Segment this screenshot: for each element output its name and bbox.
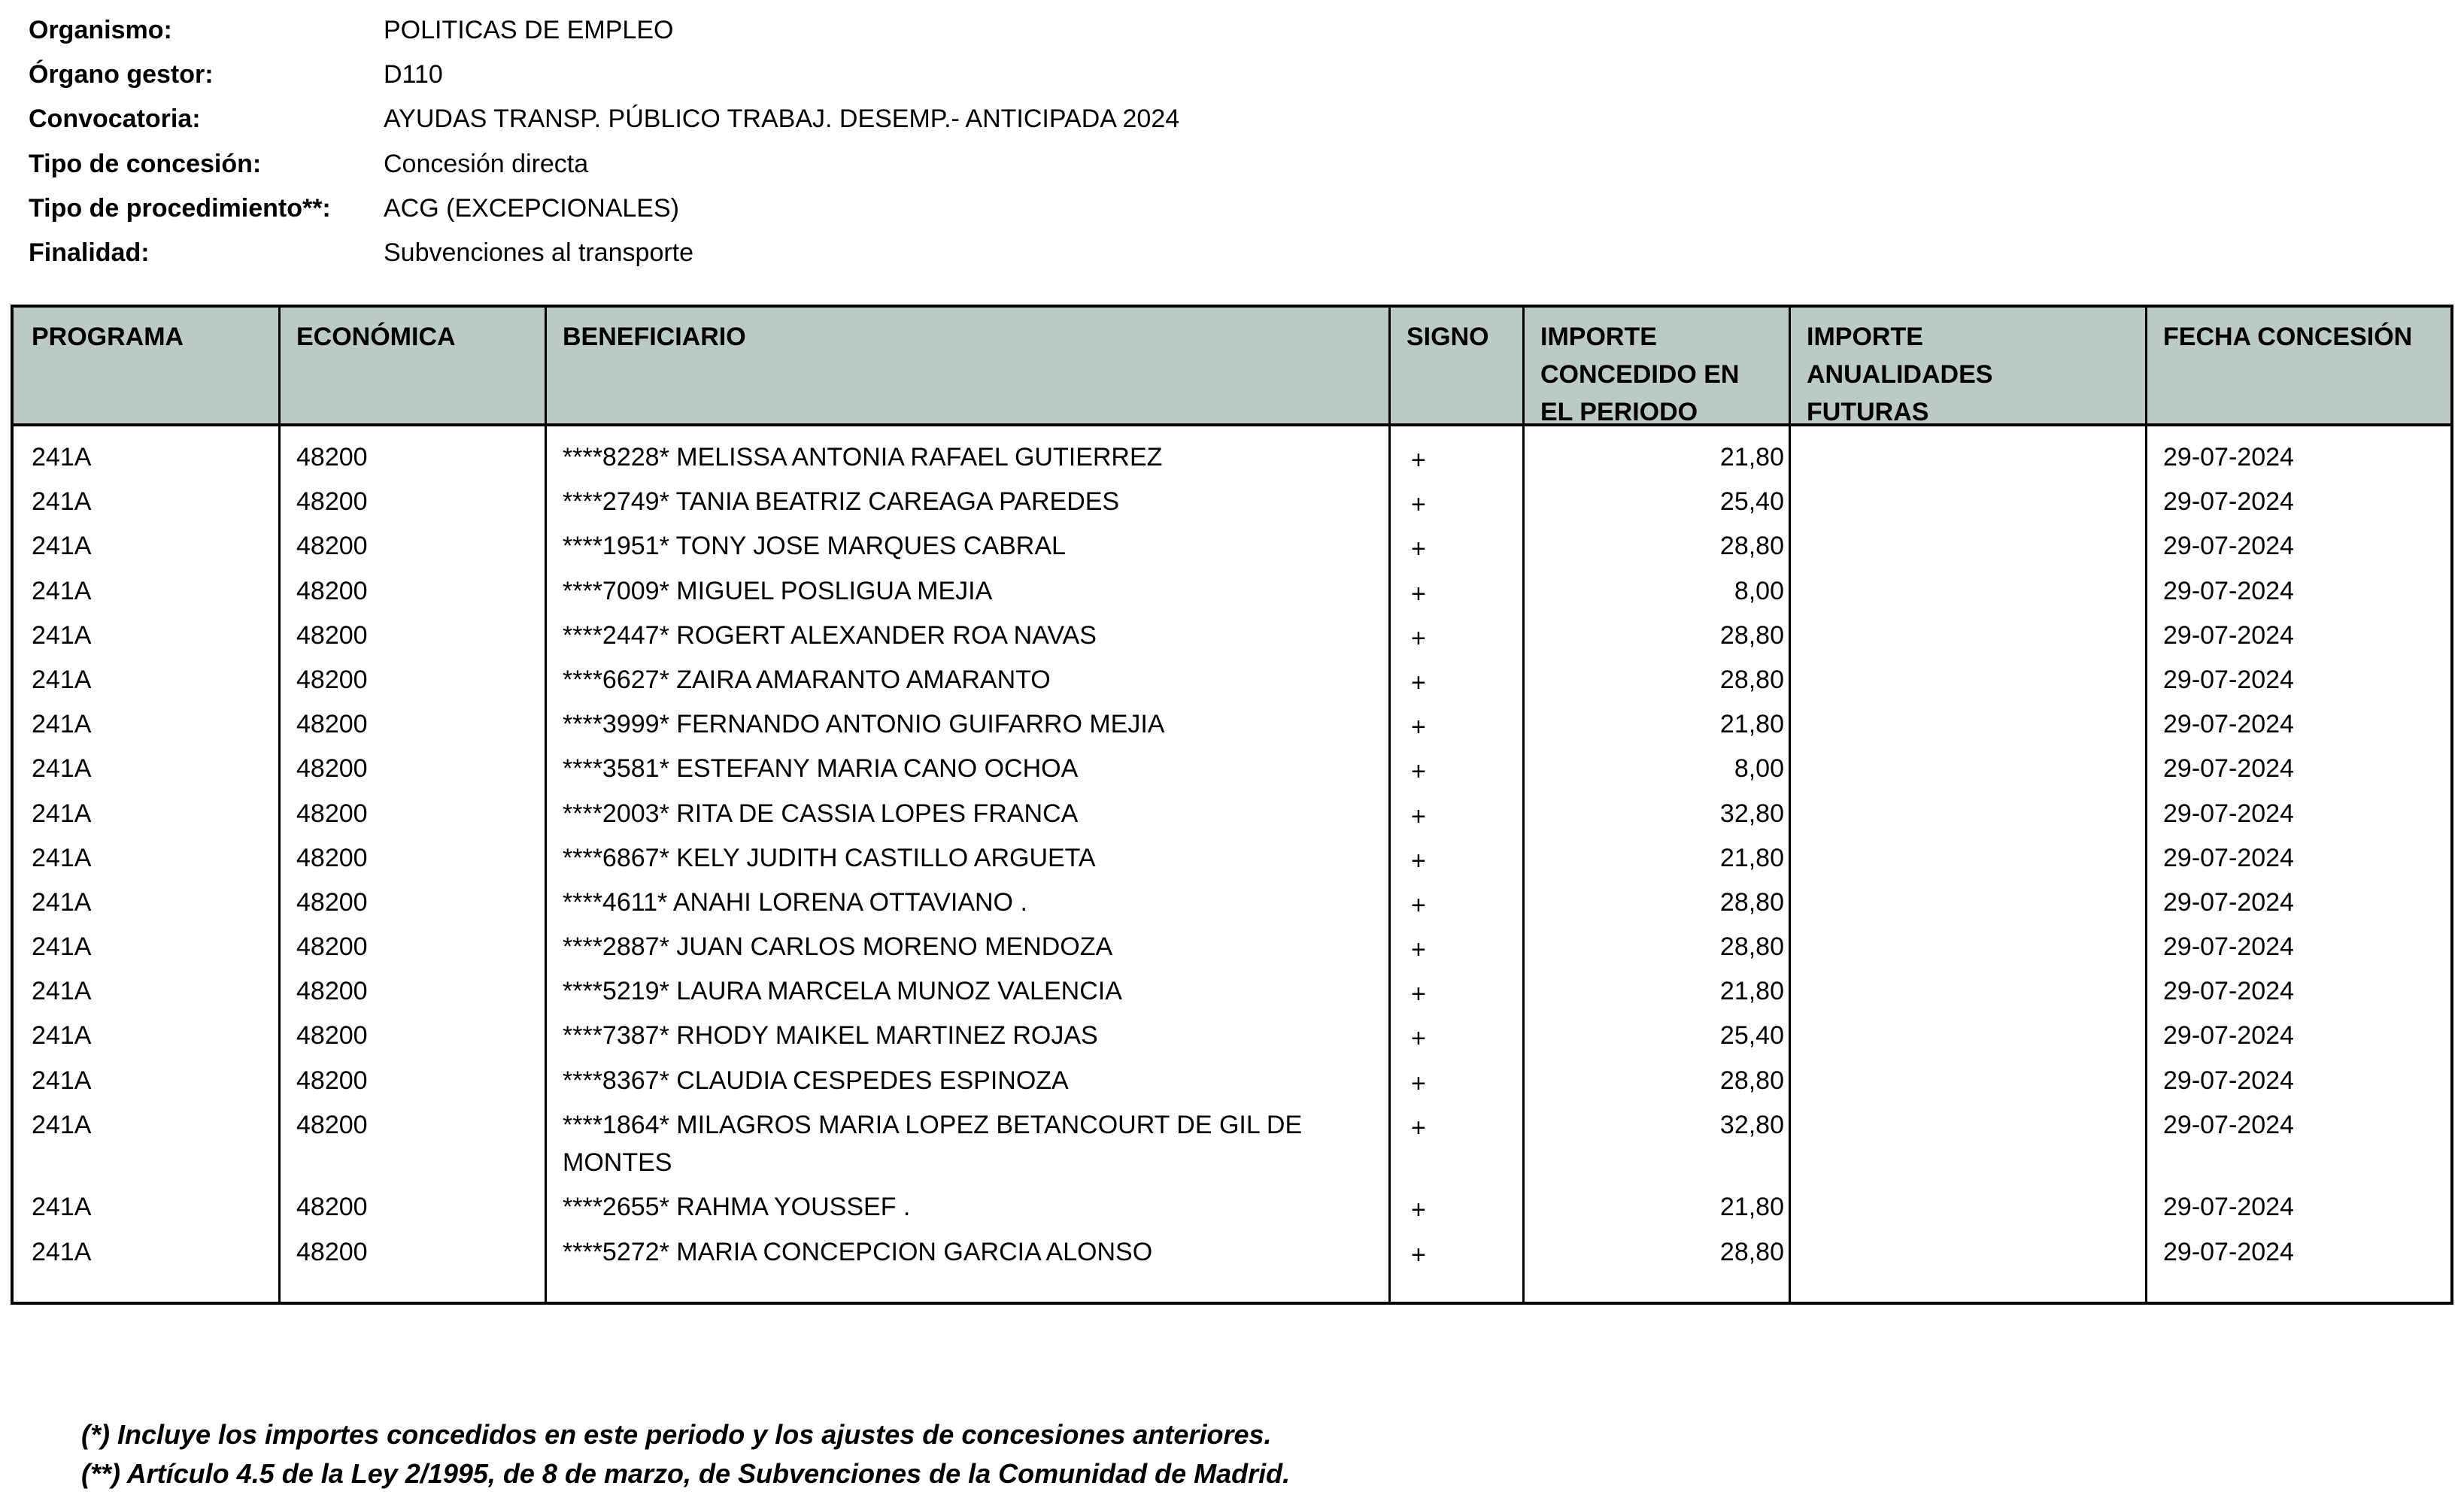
cell-importe: 25,40 [1719, 487, 1784, 517]
meta-label: Organismo: [29, 16, 172, 44]
table-row [14, 750, 2450, 794]
cell-beneficiario: ****7009* MIGUEL POSLIGUA MEJIA [563, 576, 993, 605]
cell-economica: 48200 [296, 443, 368, 472]
cell-importe: 21,80 [1719, 1193, 1784, 1222]
footnote: (**) Artículo 4.5 de la Ley 2/1995, de 8 de marzo, de Subvenciones de la Comunidad de Madrid. [81, 1458, 1291, 1489]
cell-programa: 241A [32, 576, 92, 605]
cell-beneficiario: ****6627* ZAIRA AMARANTO AMARANTO [563, 665, 1051, 694]
cell-fecha: 29-07-2024 [2163, 1021, 2294, 1051]
cell-fecha: 29-07-2024 [2163, 1110, 2294, 1139]
cell-economica: 48200 [296, 799, 368, 828]
cell-economica: 48200 [296, 487, 368, 517]
cell-signo: + [1411, 935, 1426, 965]
table-row [14, 572, 2450, 617]
cell-programa: 241A [32, 665, 92, 694]
header-programa: PROGRAMA [32, 323, 184, 351]
cell-importe: 21,80 [1719, 710, 1784, 739]
cell-programa: 241A [32, 1021, 92, 1051]
table-row [14, 1062, 2450, 1106]
cell-fecha: 29-07-2024 [2163, 532, 2294, 561]
cell-fecha: 29-07-2024 [2163, 1066, 2294, 1095]
meta-label: Tipo de procedimiento**: [29, 193, 331, 223]
cell-fecha: 29-07-2024 [2163, 576, 2294, 605]
cell-economica: 48200 [296, 665, 368, 694]
cell-importe: 8,00 [1734, 754, 1784, 784]
cell-fecha: 29-07-2024 [2163, 887, 2294, 917]
cell-fecha: 29-07-2024 [2163, 665, 2294, 694]
cell-importe: 21,80 [1719, 977, 1784, 1006]
beneficiaries-table [11, 305, 2453, 1305]
cell-programa: 241A [32, 532, 92, 561]
meta-label: Tipo de concesión: [29, 149, 262, 178]
cell-programa: 241A [32, 754, 92, 784]
cell-programa: 241A [32, 887, 92, 917]
cell-programa: 241A [32, 843, 92, 872]
cell-economica: 48200 [296, 1110, 368, 1139]
meta-value: D110 [384, 60, 443, 89]
cell-beneficiario: ****1864* MILAGROS MARIA LOPEZ BETANCOURT DE GIL DE MONTES [563, 1110, 1303, 1177]
header-importe-concedido: IMPORTE CONCEDIDO EN EL PERIODO [1540, 323, 1740, 426]
cell-programa: 241A [32, 977, 92, 1006]
cell-programa: 241A [32, 1237, 92, 1266]
cell-fecha: 29-07-2024 [2163, 843, 2294, 872]
cell-beneficiario: ****7387* RHODY MAIKEL MARTINEZ ROJAS [563, 1021, 1098, 1051]
cell-signo: + [1411, 890, 1426, 920]
table-row [14, 483, 2450, 527]
header-fecha-concesion: FECHA CONCESIÓN [2163, 323, 2413, 351]
cell-signo: + [1411, 802, 1426, 831]
table-row [14, 1017, 2450, 1061]
cell-programa: 241A [32, 1066, 92, 1095]
cell-signo: + [1411, 668, 1426, 697]
meta-value: AYUDAS TRANSP. PÚBLICO TRABAJ. DESEMP.- ANTICIPADA 2024 [384, 105, 1180, 134]
cell-economica: 48200 [296, 1193, 368, 1222]
table-row [14, 1233, 2450, 1278]
table-header [14, 308, 2450, 426]
table-row [14, 1106, 2450, 1189]
cell-programa: 241A [32, 443, 92, 472]
cell-importe: 28,80 [1719, 620, 1784, 650]
cell-fecha: 29-07-2024 [2163, 710, 2294, 739]
cell-programa: 241A [32, 620, 92, 650]
cell-signo: + [1411, 623, 1426, 653]
table-row [14, 839, 2450, 884]
cell-programa: 241A [32, 710, 92, 739]
table-row [14, 438, 2450, 483]
cell-economica: 48200 [296, 754, 368, 784]
table-body [14, 438, 2450, 1278]
cell-beneficiario: ****2447* ROGERT ALEXANDER ROA NAVAS [563, 620, 1097, 650]
meta-label: Finalidad: [29, 238, 150, 267]
cell-beneficiario: ****2887* JUAN CARLOS MORENO MENDOZA [563, 932, 1113, 962]
cell-beneficiario: ****5219* LAURA MARCELA MUNOZ VALENCIA [563, 977, 1122, 1006]
table-row [14, 972, 2450, 1017]
cell-beneficiario: ****2003* RITA DE CASSIA LOPES FRANCA [563, 799, 1079, 828]
table-row [14, 705, 2450, 750]
cell-beneficiario: ****8367* CLAUDIA CESPEDES ESPINOZA [563, 1066, 1069, 1095]
cell-importe: 21,80 [1719, 843, 1784, 872]
cell-signo: + [1411, 1024, 1426, 1054]
cell-beneficiario: ****3999* FERNANDO ANTONIO GUIFARRO MEJIA [563, 710, 1165, 739]
cell-signo: + [1411, 1113, 1426, 1142]
cell-programa: 241A [32, 487, 92, 517]
meta-value: POLITICAS DE EMPLEO [384, 16, 674, 44]
cell-signo: + [1411, 980, 1426, 1009]
cell-importe: 28,80 [1719, 1237, 1784, 1266]
cell-importe: 32,80 [1719, 799, 1784, 828]
cell-signo: + [1411, 1196, 1426, 1225]
table-row [14, 527, 2450, 572]
cell-economica: 48200 [296, 1066, 368, 1095]
meta-value: Subvenciones al transporte [384, 238, 694, 267]
cell-importe: 28,80 [1719, 532, 1784, 561]
cell-fecha: 29-07-2024 [2163, 932, 2294, 962]
cell-importe: 25,40 [1719, 1021, 1784, 1051]
cell-programa: 241A [32, 932, 92, 962]
cell-economica: 48200 [296, 843, 368, 872]
cell-fecha: 29-07-2024 [2163, 1237, 2294, 1266]
cell-fecha: 29-07-2024 [2163, 620, 2294, 650]
cell-economica: 48200 [296, 1237, 368, 1266]
cell-signo: + [1411, 579, 1426, 608]
header-signo: SIGNO [1406, 323, 1489, 351]
cell-signo: + [1411, 490, 1426, 520]
cell-economica: 48200 [296, 977, 368, 1006]
cell-fecha: 29-07-2024 [2163, 487, 2294, 517]
cell-economica: 48200 [296, 932, 368, 962]
cell-beneficiario: ****6867* KELY JUDITH CASTILLO ARGUETA [563, 843, 1096, 872]
meta-label: Órgano gestor: [29, 60, 214, 89]
cell-signo: + [1411, 846, 1426, 875]
cell-importe: 8,00 [1734, 576, 1784, 605]
cell-beneficiario: ****2749* TANIA BEATRIZ CAREAGA PAREDES [563, 487, 1120, 517]
cell-fecha: 29-07-2024 [2163, 754, 2294, 784]
cell-importe: 28,80 [1719, 665, 1784, 694]
table-row [14, 1188, 2450, 1233]
cell-beneficiario: ****5272* MARIA CONCEPCION GARCIA ALONSO [563, 1237, 1153, 1266]
table-row [14, 795, 2450, 839]
cell-signo: + [1411, 535, 1426, 564]
cell-economica: 48200 [296, 620, 368, 650]
cell-economica: 48200 [296, 887, 368, 917]
cell-beneficiario: ****4611* ANAHI LORENA OTTAVIANO . [563, 887, 1027, 917]
header-economica: ECONÓMICA [296, 323, 456, 351]
cell-importe: 28,80 [1719, 1066, 1784, 1095]
cell-beneficiario: ****3581* ESTEFANY MARIA CANO OCHOA [563, 754, 1079, 784]
table-row [14, 884, 2450, 928]
cell-fecha: 29-07-2024 [2163, 799, 2294, 828]
cell-economica: 48200 [296, 1021, 368, 1051]
cell-fecha: 29-07-2024 [2163, 443, 2294, 472]
cell-programa: 241A [32, 1193, 92, 1222]
table-row [14, 617, 2450, 661]
cell-signo: + [1411, 1069, 1426, 1098]
cell-beneficiario: ****1951* TONY JOSE MARQUES CABRAL [563, 532, 1066, 561]
cell-importe: 28,80 [1719, 887, 1784, 917]
cell-programa: 241A [32, 1110, 92, 1139]
meta-value: Concesión directa [384, 149, 589, 178]
footnotes [81, 1415, 1290, 1493]
cell-signo: + [1411, 446, 1426, 475]
table-row [14, 928, 2450, 972]
footnote: (*) Incluye los importes concedidos en este periodo y los ajustes de concesiones anteriores. [81, 1419, 1272, 1450]
cell-economica: 48200 [296, 710, 368, 739]
meta-label: Convocatoria: [29, 105, 201, 134]
meta-value: ACG (EXCEPCIONALES) [384, 193, 679, 223]
cell-importe: 21,80 [1719, 443, 1784, 472]
cell-economica: 48200 [296, 532, 368, 561]
header-importe-anualidades: IMPORTE ANUALIDADES FUTURAS [1807, 323, 1993, 426]
table-row [14, 661, 2450, 705]
cell-beneficiario: ****8228* MELISSA ANTONIA RAFAEL GUTIERREZ [563, 443, 1163, 472]
cell-signo: + [1411, 757, 1426, 787]
cell-importe: 32,80 [1719, 1110, 1784, 1139]
cell-signo: + [1411, 713, 1426, 742]
cell-economica: 48200 [296, 576, 368, 605]
cell-importe: 28,80 [1719, 932, 1784, 962]
header-beneficiario: BENEFICIARIO [563, 323, 746, 351]
cell-programa: 241A [32, 799, 92, 828]
cell-fecha: 29-07-2024 [2163, 977, 2294, 1006]
cell-signo: + [1411, 1240, 1426, 1269]
cell-beneficiario: ****2655* RAHMA YOUSSEF . [563, 1193, 911, 1222]
cell-fecha: 29-07-2024 [2163, 1193, 2294, 1222]
